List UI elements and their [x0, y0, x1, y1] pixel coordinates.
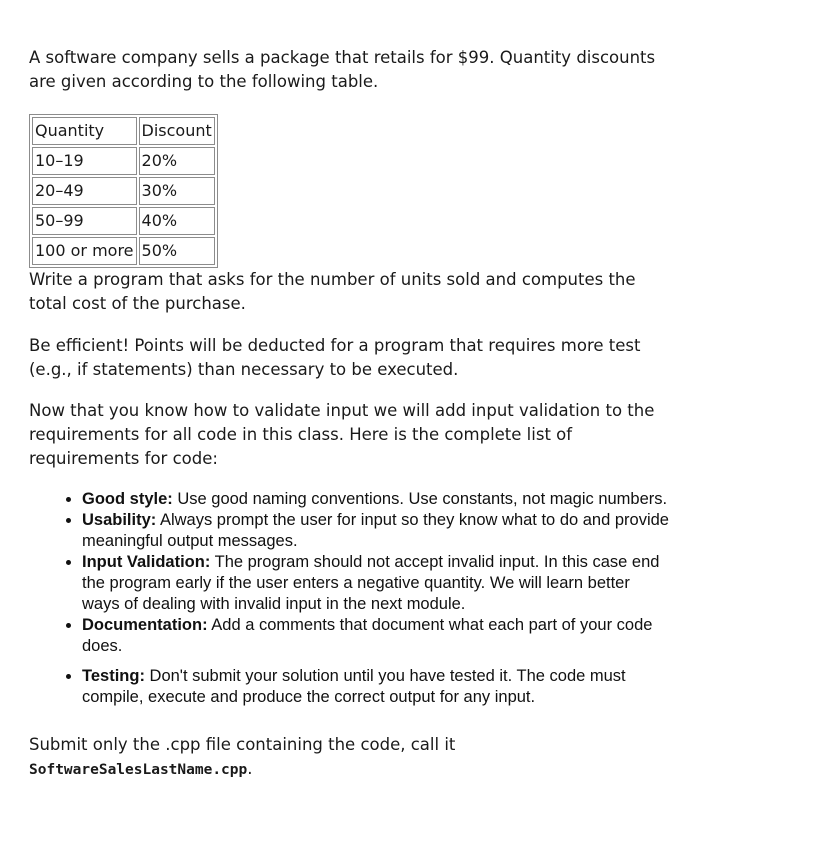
- validation-paragraph: Now that you know how to validate input we will add input validation to the requirements for all code in this class. Here is the complete list of requirements for code:: [29, 401, 655, 468]
- submit-paragraph: [29, 733, 669, 782]
- list-item: [82, 489, 669, 510]
- table-header-row: [32, 117, 215, 145]
- table-row: [32, 147, 215, 175]
- requirement-label: Input Validation:: [82, 553, 211, 571]
- table-cell-discount: 50%: [139, 237, 215, 265]
- list-item: [82, 666, 669, 708]
- table-header-cell: Discount: [139, 117, 215, 145]
- requirement-label: Documentation:: [82, 616, 208, 634]
- table-cell-quantity: 50–99: [32, 207, 137, 235]
- assignment-content: [29, 46, 669, 782]
- intro-paragraph: A software company sells a package that retails for $99. Quantity discounts are given according to the following table.: [29, 48, 656, 91]
- table-row: [32, 237, 215, 265]
- table-cell-discount: 40%: [139, 207, 215, 235]
- submit-suffix: .: [247, 759, 253, 778]
- table-row: [32, 177, 215, 205]
- filename-code: SoftwareSalesLastName.cpp: [29, 762, 248, 778]
- requirement-label: Good style:: [82, 490, 173, 508]
- efficiency-paragraph: Be efficient! Points will be deducted for a program that requires more test (e.g., if statements) than necessary to be executed.: [29, 336, 641, 379]
- table-cell-quantity: 20–49: [32, 177, 137, 205]
- table-cell-quantity: 10–19: [32, 147, 137, 175]
- submit-text: Submit only the .cpp file containing the code, call it: [29, 735, 456, 754]
- table-cell-quantity: 100 or more: [32, 237, 137, 265]
- requirement-label: Usability:: [82, 511, 157, 529]
- requirement-text: Use good naming conventions. Use constants, not magic numbers.: [172, 490, 668, 508]
- requirement-text: Add a comments that document what each part of your code does.: [82, 616, 653, 655]
- requirement-text: Don't submit your solution until you have tested it. The code must compile, execute and produce the correct output for any input.: [82, 667, 626, 706]
- list-item: [82, 510, 669, 552]
- table-header-cell: Quantity: [32, 117, 137, 145]
- list-item: [82, 615, 669, 657]
- list-item: [82, 552, 669, 615]
- requirement-text: Always prompt the user for input so they know what to do and provide meaningful output messages.: [82, 511, 669, 550]
- write-program-paragraph: Write a program that asks for the number of units sold and computes the total cost of the purchase.: [29, 270, 636, 313]
- table-row: [32, 207, 215, 235]
- table-cell-discount: 30%: [139, 177, 215, 205]
- requirement-text: The program should not accept invalid input. In this case end the program early if the user enters a negative quantity. We will learn better ways of dealing with invalid input in the next module.: [82, 553, 660, 613]
- discount-table: [29, 114, 218, 268]
- requirement-label: Testing:: [82, 667, 145, 685]
- table-cell-discount: 20%: [139, 147, 215, 175]
- requirements-list: [29, 489, 669, 708]
